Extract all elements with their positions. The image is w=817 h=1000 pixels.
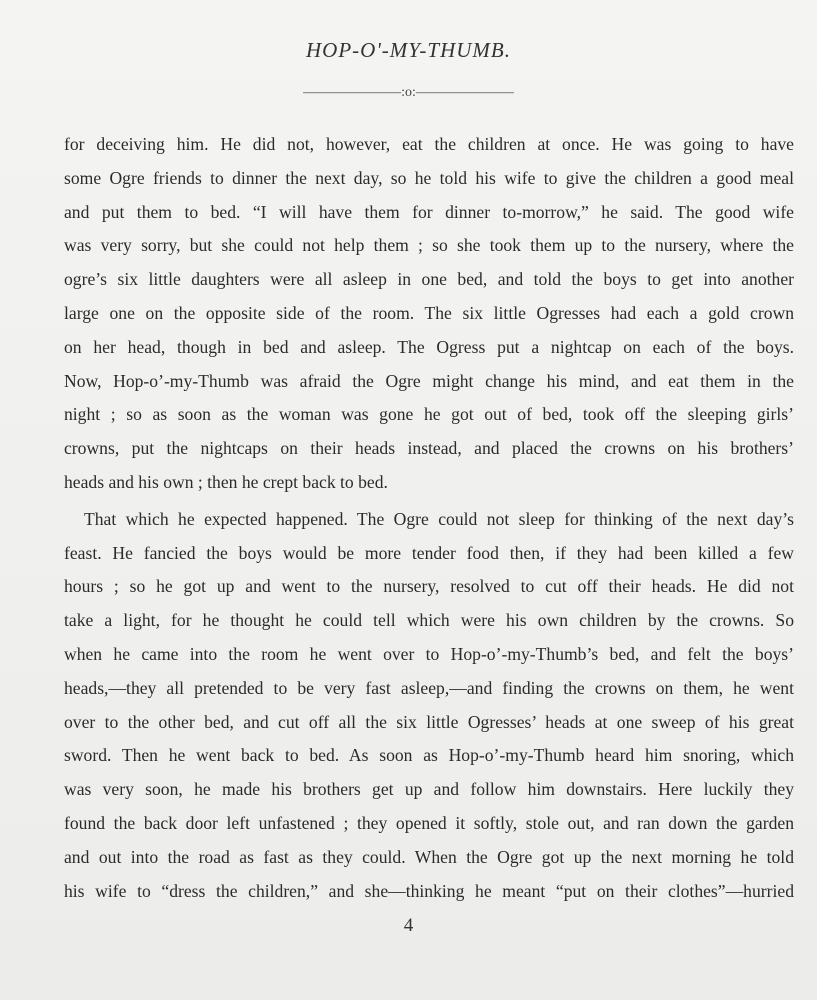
text-line: sword. Then he went back to bed. As soon as Hop-o’-my-Thumb heard him snoring, which: [64, 745, 794, 766]
text-line: large one on the opposite side of the room. The six little Ogresses had each a gold crown: [64, 302, 794, 323]
text-line: on her head, though in bed and asleep. The Ogress put a nightcap on each of the boys.: [64, 336, 794, 357]
page-title: HOP-O'-MY-THUMB.: [306, 38, 511, 62]
text-line: take a light, for he thought he could tell which were his own children by the crowns. So: [64, 610, 794, 631]
body-text: [64, 128, 794, 908]
text-line: when he came into the room he went over to Hop-o’-my-Thumb’s bed, and felt the boys’: [64, 643, 794, 664]
text-line: was very sorry, but she could not help them ; so she took them up to the nursery, where the: [64, 235, 794, 256]
text-line: heads,—they all pretended to be very fast asleep,—and finding the crowns on them, he went: [64, 677, 794, 698]
text-line: hours ; so he got up and went to the nursery, resolved to cut off their heads. He did not: [64, 576, 794, 597]
text-line: heads and his own ; then he crept back to bed.: [64, 471, 388, 492]
text-line: feast. He fancied the boys would be more tender food then, if they had been killed a few: [64, 542, 794, 563]
text-line: Now, Hop-o’-my-Thumb was afraid the Ogre might change his mind, and eat them in the: [64, 370, 794, 391]
text-line: his wife to “dress the children,” and she—thinking he meant “put on their clothes”—hurried: [64, 880, 794, 901]
text-line: found the back door left unfastened ; they opened it softly, stole out, and ran down the garden: [64, 812, 794, 833]
text-line: and put them to bed. “I will have them for dinner to-morrow,” he said. The good wife: [64, 201, 794, 222]
page-number: 4: [403, 915, 414, 936]
text-line: night ; so as soon as the woman was gone he got out of bed, took off the sleeping girls’: [64, 404, 794, 425]
text-line: some Ogre friends to dinner the next day, so he told his wife to give the children a good meal: [64, 167, 794, 188]
text-line: and out into the road as fast as they could. When the Ogre got up the next morning he told: [64, 846, 794, 867]
text-line: That which he expected happened. The Ogre could not sleep for thinking of the next day’s: [84, 508, 794, 529]
text-line: ogre’s six little daughters were all asleep in one bed, and told the boys to get into another: [64, 269, 794, 290]
text-line: for deceiving him. He did not, however, eat the children at once. He was going to have: [64, 134, 794, 154]
title-divider: ———————:o:———————: [303, 85, 514, 100]
text-line: crowns, put the nightcaps on their heads instead, and placed the crowns on his brothers’: [64, 438, 794, 459]
text-line: was very soon, he made his brothers get up and follow him downstairs. Here luckily they: [64, 779, 794, 800]
text-line: over to the other bed, and cut off all the six little Ogresses’ heads at one sweep of his great: [64, 711, 794, 732]
